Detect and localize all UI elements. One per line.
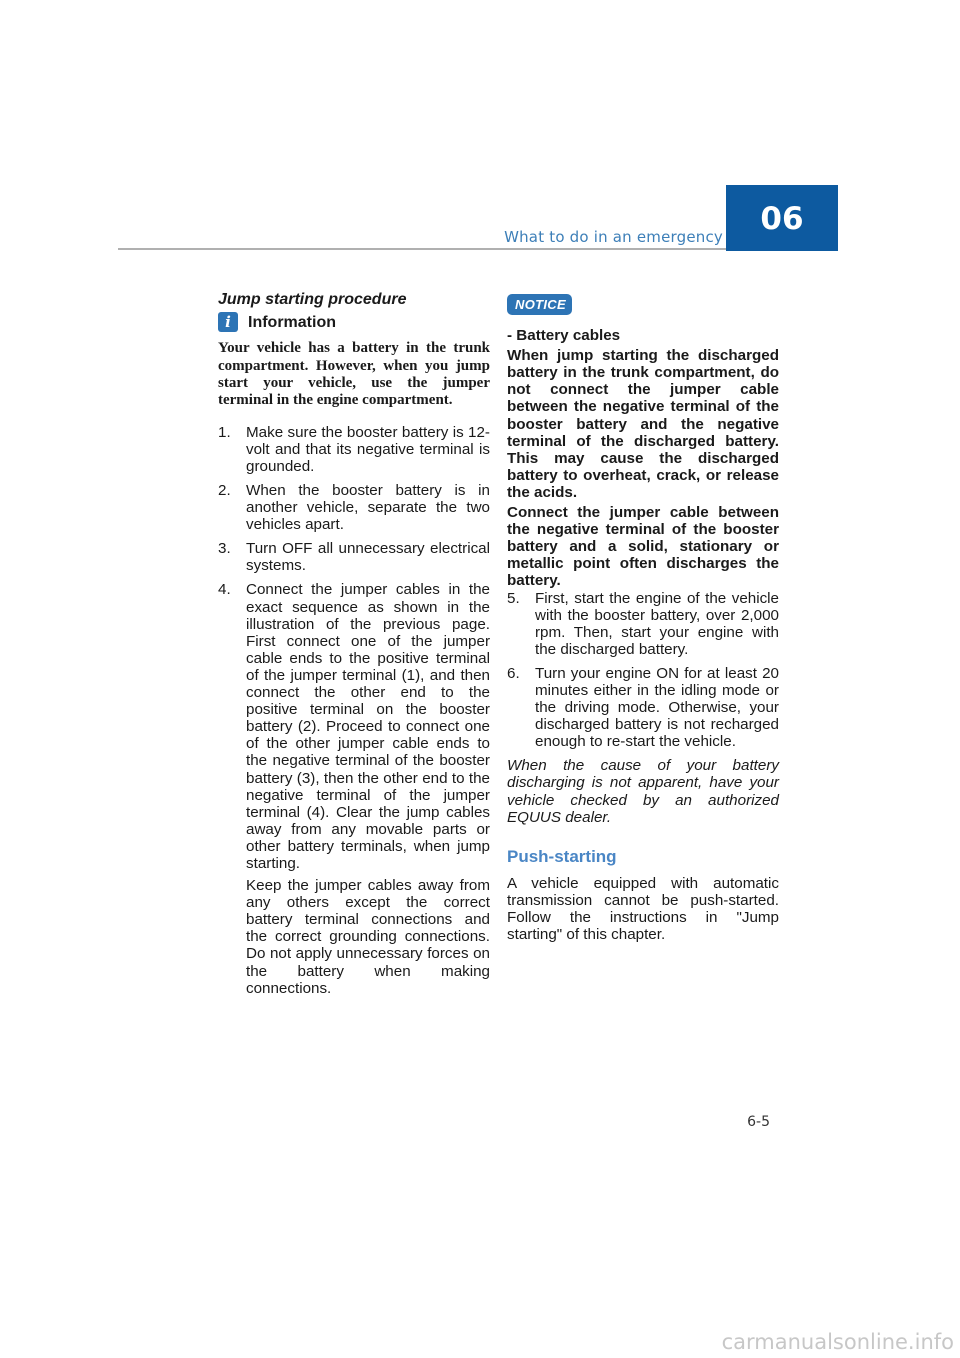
section-heading: Jump starting procedure	[218, 291, 407, 308]
list-item	[218, 540, 490, 574]
push-starting-text: A vehicle equipped with automatic transmission cannot be push-started. Follow the instructions in "Jump starting" of this chapter.	[507, 874, 779, 944]
step-number: 2.	[218, 482, 231, 499]
step-number: 6.	[507, 664, 520, 682]
step-number: 1.	[218, 423, 231, 441]
steps-list-right	[507, 590, 779, 751]
watermark: carmanualsonline.info	[721, 1330, 954, 1354]
step-number: 3.	[218, 540, 231, 558]
notice-paragraph: Connect the jumper cable between the negative terminal of the booster battery and a solid, stationary or metallic point often discharges the battery.	[507, 504, 779, 590]
step-number: 4.	[218, 581, 231, 599]
step-text: Turn your engine ON for at least 20 minutes either in the idling mode or the driving mode. Otherwise, your discharged battery is not recharged enough to re-start the vehicle.	[535, 664, 779, 751]
step-text: When the booster battery is in another vehicle, separate the two vehicles apart.	[246, 482, 490, 534]
chapter-number-tab: 06	[726, 185, 838, 251]
step-number: 5.	[507, 589, 520, 607]
chapter-title: What to do in an emergency	[504, 228, 723, 246]
step-text: Turn OFF all unnecessary electrical systems.	[246, 540, 490, 575]
list-item	[507, 590, 779, 658]
right-column	[507, 294, 779, 943]
information-label: Information	[248, 313, 336, 331]
list-item	[507, 665, 779, 750]
header-divider	[118, 248, 726, 250]
steps-list-left	[218, 424, 490, 872]
list-item	[218, 424, 490, 475]
notice-badge: NOTICE	[507, 294, 572, 315]
dealer-note: When the cause of your battery discharging is not apparent, have your vehicle checked by an authorized EQUUS dealer.	[507, 757, 779, 826]
left-column	[218, 291, 490, 997]
step-4-continuation: Keep the jumper cables away from any others except the correct battery terminal connections and the correct grounding connections. Do not apply unnecessary forces on the battery when making connections.	[246, 877, 490, 997]
list-item	[218, 581, 490, 872]
information-header	[218, 312, 490, 332]
list-item	[218, 482, 490, 533]
push-starting-heading: Push-starting	[507, 846, 617, 866]
step-text: First, start the engine of the vehicle with the booster battery, over 2,000 rpm. Then, start your engine with the discharged battery.	[535, 589, 779, 658]
information-text: Your vehicle has a battery in the trunk compartment. However, when you jump start your vehicle, use the jumper terminal in the engine compartment.	[218, 340, 490, 409]
page-number: 6-5	[747, 1114, 770, 1130]
info-icon: i	[218, 312, 238, 332]
notice-title: - Battery cables	[507, 327, 621, 345]
notice-paragraph: When jump starting the discharged battery in the trunk compartment, do not connect the jumper cable between the negative terminal of the booster battery and the negative terminal of the discharged battery. This may cause the discharged battery to overheat, crack, or release the acids.	[507, 347, 779, 501]
step-text: Make sure the booster battery is 12-volt and that its negative terminal is grounded.	[246, 423, 490, 475]
step-text: Connect the jumper cables in the exact sequence as shown in the illustration of the previous page. First connect one of the jumper cable ends to the positive terminal of the jumper terminal (1), and then connect the other end to the positive terminal on the booster battery (2). Proceed to connect one of the other jumper cable ends to the negative terminal of the booster battery (3), then the other end to the negative terminal of the jumper terminal (4). Clear the jump cables away from any movable parts or other battery terminals, when jump starting.	[246, 581, 490, 872]
